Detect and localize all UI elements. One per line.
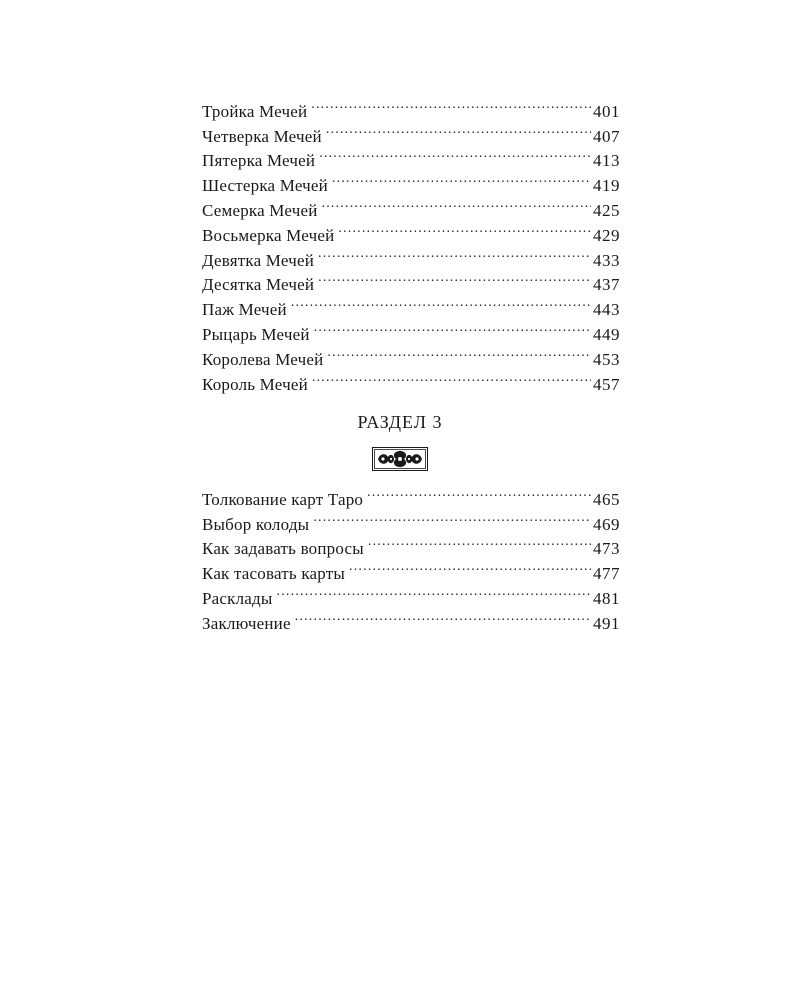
toc-entry-page: 433 bbox=[593, 250, 620, 270]
toc-entry-title: Толкование карт Таро bbox=[202, 489, 364, 509]
toc-entry-title: Паж Мечей bbox=[202, 300, 287, 320]
toc-entry-title: Как задавать вопросы bbox=[202, 539, 364, 559]
toc-entry-title: Семерка Мечей bbox=[202, 200, 318, 220]
toc-entry-page: 407 bbox=[593, 126, 620, 146]
toc-entry-page: 419 bbox=[593, 176, 620, 196]
section-heading: РАЗДЕЛ 3 bbox=[357, 412, 443, 432]
toc-entry-page: 469 bbox=[593, 514, 620, 534]
decorative-ornament-icon bbox=[372, 447, 428, 471]
toc-entry-title: Выбор колоды bbox=[202, 514, 310, 534]
toc-entry-page: 413 bbox=[593, 151, 620, 171]
toc-dot-leader bbox=[322, 191, 592, 216]
toc-dot-leader bbox=[338, 216, 591, 241]
toc-entry-page: 465 bbox=[593, 489, 620, 509]
toc-entry-page: 437 bbox=[593, 275, 620, 295]
toc-dot-leader bbox=[291, 290, 591, 315]
toc-dot-leader bbox=[312, 365, 591, 390]
toc-entry-title: Заключение bbox=[202, 613, 291, 633]
toc-entry-title: Королева Мечей bbox=[202, 349, 324, 369]
toc-entry-title: Девятка Мечей bbox=[202, 250, 315, 270]
toc-list-suit-of-swords bbox=[202, 92, 620, 394]
toc-dot-leader bbox=[295, 604, 591, 629]
toc-entry-title: Десятка Мечей bbox=[202, 275, 315, 295]
toc-entry-title: Четверка Мечей bbox=[202, 126, 322, 146]
toc-entry-page: 449 bbox=[593, 324, 620, 344]
toc-entry-title: Король Мечей bbox=[202, 374, 308, 394]
toc-dot-leader bbox=[367, 480, 591, 505]
toc-entry-page: 401 bbox=[593, 101, 620, 121]
toc-entry-page: 477 bbox=[593, 564, 620, 584]
toc-entry-title: Как тасовать карты bbox=[202, 564, 346, 584]
toc-entry-page: 491 bbox=[593, 613, 620, 633]
toc-dot-leader bbox=[314, 315, 591, 340]
toc-entry-page: 473 bbox=[593, 539, 620, 559]
toc-entry-title: Шестерка Мечей bbox=[202, 176, 328, 196]
toc-entry-page: 429 bbox=[593, 225, 620, 245]
toc-entry-title: Восьмерка Мечей bbox=[202, 225, 335, 245]
toc-dot-leader bbox=[327, 340, 591, 365]
toc-dot-leader bbox=[349, 554, 591, 579]
toc-dot-leader bbox=[318, 241, 591, 266]
toc-entry[interactable] bbox=[202, 92, 620, 121]
toc-list-section-3 bbox=[202, 480, 620, 633]
toc-entry-title: Рыцарь Мечей bbox=[202, 324, 310, 344]
toc-dot-leader bbox=[326, 117, 591, 142]
toc-entry-title: Пятерка Мечей bbox=[202, 151, 316, 171]
toc-dot-leader bbox=[311, 92, 591, 117]
toc-dot-leader bbox=[318, 266, 591, 291]
toc-dot-leader bbox=[332, 166, 591, 191]
toc-entry-title: Тройка Мечей bbox=[202, 101, 308, 121]
toc-entry-page: 457 bbox=[593, 374, 620, 394]
toc-entry-title: Расклады bbox=[202, 588, 273, 608]
toc-entry-page: 481 bbox=[593, 588, 620, 608]
toc-entry-page: 443 bbox=[593, 300, 620, 320]
toc-entry-page: 453 bbox=[593, 349, 620, 369]
toc-dot-leader bbox=[277, 579, 591, 604]
toc-dot-leader bbox=[319, 142, 591, 167]
toc-entry-page: 425 bbox=[593, 200, 620, 220]
toc-dot-leader bbox=[313, 505, 591, 530]
toc-entry[interactable] bbox=[202, 480, 620, 509]
toc-dot-leader bbox=[368, 530, 591, 555]
